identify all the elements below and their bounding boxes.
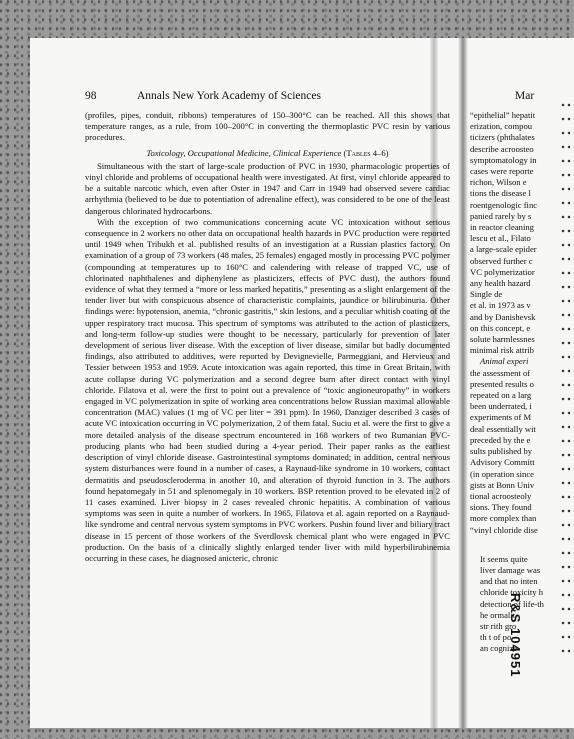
right-page-fragment bbox=[470, 90, 574, 655]
right-text-line: he ormalit bbox=[480, 609, 516, 620]
right-text-line: and by Danishevsk bbox=[470, 311, 536, 322]
right-running-head: Mar bbox=[515, 90, 535, 102]
right-text-line: erization, compou bbox=[470, 121, 533, 132]
section-heading-text: Toxicology, Occupational Medicine, Clinical Experience bbox=[146, 147, 342, 158]
book-spread bbox=[30, 38, 574, 728]
right-text-line: (in operation since bbox=[470, 468, 534, 479]
right-text-line: Advisory Committ bbox=[470, 457, 535, 468]
archive-stamp: R&S 104951 bbox=[508, 593, 523, 678]
right-text-line: cases were reporte bbox=[470, 166, 534, 177]
right-text-line: It seems quite bbox=[480, 553, 528, 564]
right-text-line: experiments of M bbox=[470, 412, 532, 423]
right-text-line: deal essentially wit bbox=[470, 423, 536, 434]
section-heading bbox=[85, 148, 450, 159]
right-text-line: a large-scale epider bbox=[470, 244, 537, 255]
right-text-line: roentgenologic finc bbox=[470, 199, 538, 210]
right-text-line: VC polymerizatior bbox=[470, 266, 535, 277]
section-heading-ref: (Tables 4–6) bbox=[343, 147, 389, 158]
right-text-line: been underrated, i bbox=[470, 401, 532, 412]
right-text-line: on this concept, e bbox=[470, 322, 531, 333]
body-paragraph: With the exception of two communications concerning acute VC intoxication without serious consequence in 2 workers no other data on occupational health hazards in PVC production were reported until 1949 when Tribukh et al. published results of an investigation at a Russian plastics factory. On examination of a group of 73 workers (48 males, 25 females) engaged mostly in processing PVC polymer (compounding at temperatures up to 160°C and calendering with release of trapped VC, use of chlorinated naphthalenes and diphenylene as plasticizers, effects of PVC dust), the authors found evidence of what they termed a “more or less marked hepatitis,” presenting as a slight enlargement of the tender liver but with conspicuous absence of characteristic complaints, jaundice or bilirubinuria. Other findings were: hypotension, anemia, “chronic gastritis,” skin lesions, and a peculiar whitish coating of the upper respiratory tract mucosa. This spectrum of symptoms was attributed to the action of plasticizers, and long-term follow-up studies were thought to be necessary, particularly for prevention of later development of serious liver disease. With the exception of liver disease, similar but badly documented findings, also attributed to additives, were reported by Devignevielle, Parmeggiani, and Hervieux and Tessier between 1953 and 1959. Acute intoxication was again reported, this time in Great Britain, with acute collapse during VC polymerization and a second degree burn after direct contact with vinyl chloride. Filatova et al. were the first to point out a prevalence of “toxic angioneuropathy” in workers engaged in VC polymerization in spite of working area concentrations below Russian maximal allowable concentration (MAC) values (1 mg of VC per liter = 391 ppm). In 1960, Danziger described 3 cases of acute VC intoxication occurring in VC polymerization, 2 of them fatal. Suciu et al. were the first to give a more detailed analysis of the disease spectrum encountered in 168 workers of two Rumanian PVC-producing plants who had been studied during a 4-year period. Their paper ranks as the earliest description of vinyl chloride disease. Gastrointestinal symptoms dominated; in addition, central nervous system disturbances were found in a number of cases, a Raynaud-like syndrome in 10 workers, contact dermatitis and pseudoscleroderma in another 10, and alteration of thyroid function in 3. The authors found hepatomegaly in 51 and splenomegaly in 10 workers. BSP retention proved to be elevated in 2 of 11 cases examined. Liver biopsy in 2 cases revealed chronic hepatitis. A combination of various symptoms was seen in quite a number of workers. In 1965, Filatova et al. again reported on a Raynaud-like syndrome and central nervous system symptoms in PVC workers. Pushin found liver and biliary tract disease in 15 percent of those workers of the Sverdlovsk chemical plant who were engaged in PVC production. On the basis of a clinically slightly enlarged tender liver with mild hyperbilirubinemia occurring in these cases, he diagnosed anicteric, chronic bbox=[85, 216, 450, 563]
right-text-line: more complex than bbox=[470, 513, 537, 524]
left-page bbox=[85, 90, 450, 564]
right-text-line: in reactor cleaning bbox=[470, 222, 534, 233]
running-head: Annals New York Academy of Sciences bbox=[137, 90, 321, 102]
right-text-line: chloride toxicity h bbox=[480, 587, 544, 598]
right-text-line: and that no inten bbox=[480, 576, 538, 587]
right-text-line: symptomatology in bbox=[470, 154, 537, 165]
page-fold-shadow bbox=[458, 38, 468, 728]
right-text-line: any health hazard bbox=[470, 278, 531, 289]
right-text-line: tional acroosteoly bbox=[470, 490, 532, 501]
right-text-line: presented results o bbox=[470, 378, 534, 389]
page-number: 98 bbox=[85, 90, 97, 102]
right-text-line: detection of life-th bbox=[480, 598, 544, 609]
right-text-line: “vinyl chloride dise bbox=[470, 524, 538, 535]
right-text-line: panied rarely by s bbox=[470, 210, 532, 221]
right-text-line: lescu et al., Filato bbox=[470, 233, 531, 244]
right-text-line: richon, Wilson e bbox=[470, 177, 527, 188]
page-header bbox=[85, 90, 450, 102]
right-text-line: tions the disease l bbox=[470, 188, 531, 199]
right-text-line: “epithelial” hepatit bbox=[470, 110, 536, 120]
right-text-line: Single de bbox=[470, 289, 503, 300]
right-text-line: et al. in 1973 as v bbox=[470, 300, 531, 311]
right-text-line: th t of po bbox=[480, 632, 512, 643]
right-text-line: observed further c bbox=[470, 255, 533, 266]
right-text-line: repeated on a larg bbox=[470, 390, 532, 401]
right-text-line: an cognize bbox=[480, 643, 517, 654]
right-text-line: sions. They found bbox=[470, 502, 532, 513]
right-text-line: str rith gro bbox=[480, 620, 517, 631]
right-text-line: gists at Bonn Univ bbox=[470, 479, 535, 490]
right-text-block-2 bbox=[470, 368, 574, 536]
right-text-block-1 bbox=[470, 110, 574, 356]
right-text-line: describe acroosteo bbox=[470, 143, 534, 154]
italic-lead: Animal experi bbox=[480, 356, 529, 367]
right-text-line: ticizers (phthalates bbox=[470, 132, 535, 143]
opening-paragraph: (profiles, pipes, conduit, ribbons) temperatures of 150–300°C can be reached. All this shows that temperature ranges, as a rule, from 100–200°C in converting the thermoplastic PVC resin by various procedures. bbox=[85, 110, 450, 143]
right-text-line: the assessment of bbox=[470, 367, 531, 378]
right-text-line: minimal risk attrib bbox=[470, 345, 534, 356]
right-text-line: preceded by the e bbox=[470, 434, 531, 445]
body-paragraph: Simultaneous with the start of large-scale production of PVC in 1930, pharmacologic properties of vinyl chloride and problems of occupational health were investigated. At first, vinyl chloride appeared to be a suitable narcotic which, even after Oster in 1947 and Carr in 1949 had observed severe cardiac arrhythmia (believed to be due to potentiation of adrenaline effect), was considered to be one of the least dangerous chlorinated hydrocarbons. bbox=[85, 160, 450, 216]
right-text-line: sults published by bbox=[470, 446, 533, 457]
right-text-line: solute harmlessnes bbox=[470, 334, 535, 345]
right-text-line: liver damage was bbox=[480, 564, 541, 575]
scan-speckle-edge bbox=[560, 98, 574, 658]
